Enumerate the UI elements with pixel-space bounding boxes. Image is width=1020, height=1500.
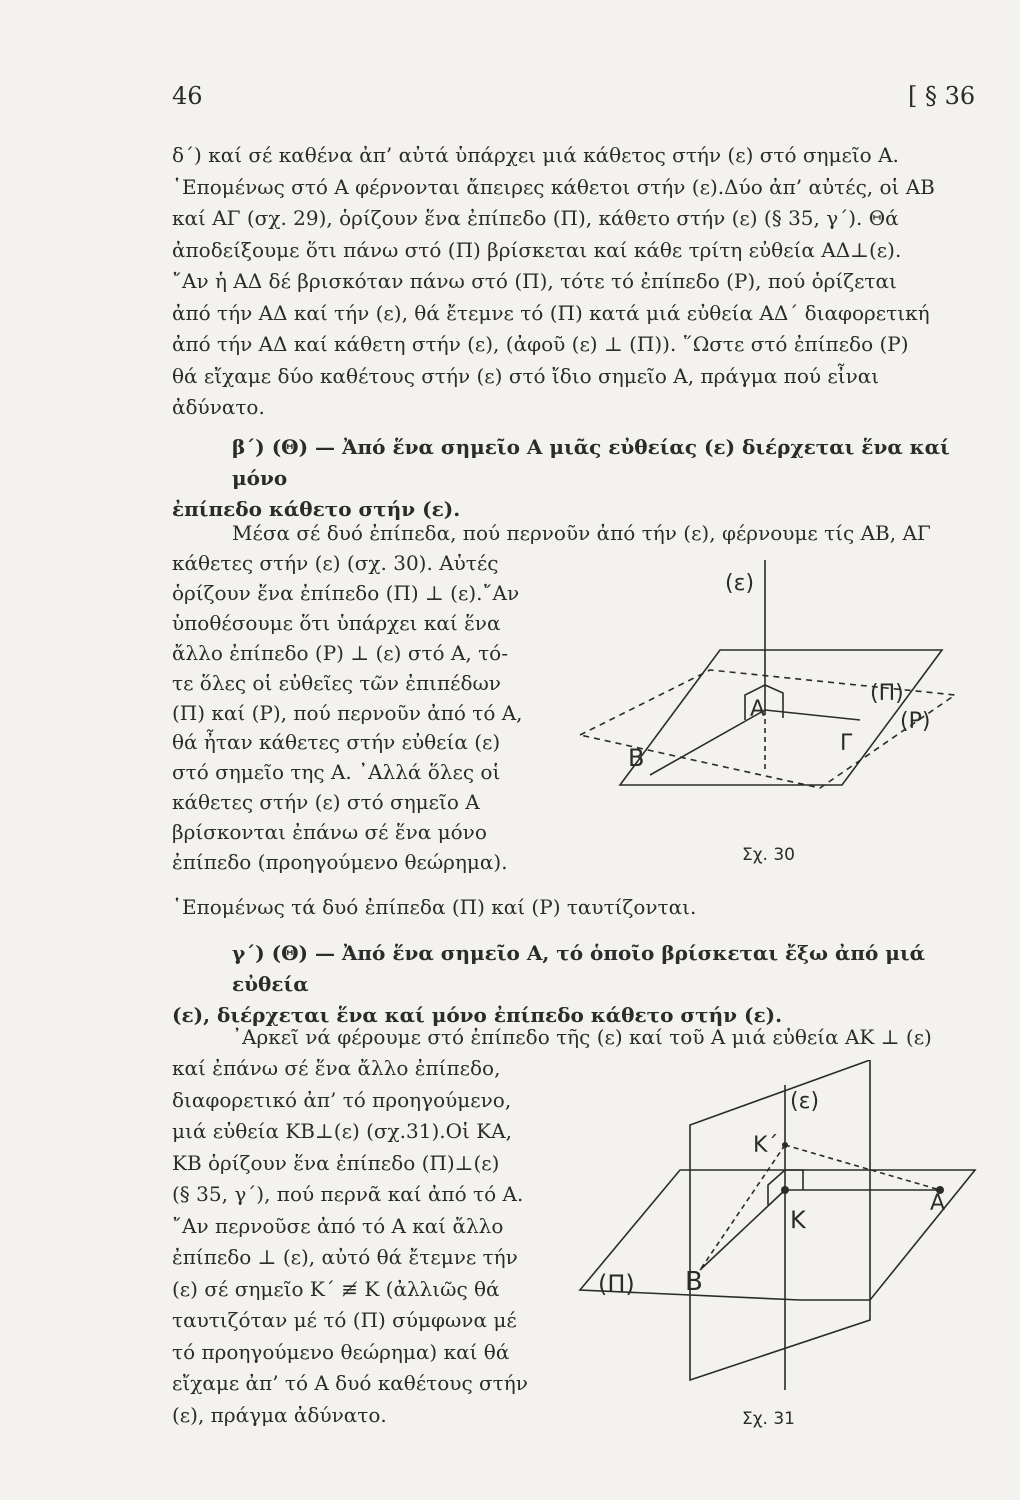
beta-line: βρίσκονται ἐπάνω σέ ἕνα μόνο: [172, 820, 487, 845]
intro-line: θά εἴχαμε δύο καθέτους στήν (ε) στό ἴδιο σημεῖο Α, πράγμα πού εἶναι: [172, 363, 880, 388]
gamma-line: ταυτιζόταν μέ τό (Π) σύμφωνα μέ: [172, 1308, 517, 1332]
fig31-label-e: (ε): [790, 1089, 820, 1114]
theorem-gamma-line: (ε), διέρχεται ἕνα καί μόνο ἐπίπεδο κάθετο στήν (ε).: [172, 1003, 783, 1027]
fig30-label-A: Α: [750, 697, 766, 722]
figure-30: [570, 560, 990, 870]
gamma-line: ῎Αν περνοῦσε ἀπό τό Α καί ἄλλο: [172, 1213, 504, 1238]
fig31-label-B: Β: [685, 1267, 703, 1297]
gamma-first-line: [172, 1022, 990, 1053]
beta-line: ἐπίπεδο (προηγούμενο θεώρημα).: [172, 850, 508, 875]
gamma-line: καί ἐπάνω σέ ἕνα ἄλλο ἐπίπεδο,: [172, 1056, 501, 1080]
beta-line: κάθετες στήν (ε) (σχ. 30). Αὐτές: [172, 551, 499, 575]
gamma-proof: [172, 1053, 602, 1431]
beta-line: κάθετες στήν (ε) στό σημεῖο Α: [172, 790, 480, 815]
fig30-label-e: (ε): [725, 571, 755, 596]
fig30-caption: Σχ. 30: [742, 845, 796, 865]
fig30-label-P: (Π): [870, 681, 904, 706]
gamma-line: εἴχαμε ἀπ’ τό Α δυό καθέτους στήν: [172, 1371, 528, 1395]
intro-line: ἀπό τήν ΑΔ καί κάθετη στήν (ε), (ἀφοῦ (ε) ⊥ (Π)). ῞Ωστε στό ἐπίπεδο (Ρ): [172, 332, 909, 356]
theorem-beta-line: ἐπίπεδο κάθετο στήν (ε).: [172, 497, 461, 521]
fig31-caption: Σχ. 31: [742, 1409, 796, 1429]
beta-last-line: [172, 892, 990, 923]
intro-line: δ΄) καί σέ καθένα ἀπ’ αὐτά ὑπάρχει μιά κάθετος στήν (ε) στό σημεῖο Α.: [172, 143, 899, 167]
page-number: 46: [172, 82, 203, 110]
beta-line: στό σημεῖο της Α. ᾿Αλλά ὅλες οἱ: [172, 760, 501, 785]
theorem-beta-line: β΄) (Θ) — Ἀπό ἕνα σημεῖο Α μιᾶς εὐθείας (ε) διέρχεται ἕνα καί μόνο: [232, 435, 950, 490]
gamma-line: διαφορετικό ἀπ’ τό προηγούμενο,: [172, 1087, 512, 1112]
fig31-label-K: Κ: [790, 1206, 806, 1234]
intro-line: ἀποδείξουμε ὅτι πάνω στό (Π) βρίσκεται καί κάθε τρίτη εὐθεία ΑΔ⊥(ε).: [172, 237, 902, 262]
beta-line: ῾Επομένως τά δυό ἐπίπεδα (Π) καί (Ρ) ταυτίζονται.: [172, 895, 697, 919]
gamma-line: (ε), πράγμα ἀδύνατο.: [172, 1402, 387, 1427]
gamma-line: μιά εὐθεία ΚΒ⊥(ε) (σχ.31).Οἱ ΚΑ,: [172, 1119, 512, 1143]
fig30-label-B: Β: [628, 744, 645, 772]
beta-line: ὁρίζουν ἕνα ἐπίπεδο (Π) ⊥ (ε).῎Αν: [172, 580, 520, 605]
intro-line: καί ΑΓ (σχ. 29), ὁρίζουν ἕνα ἐπίπεδο (Π), κάθετο στήν (ε) (§ 35, γ΄). Θά: [172, 206, 899, 230]
intro-line: ἀπό τήν ΑΔ καί τήν (ε), θά ἔτεμνε τό (Π) κατά μιά εὐθεία ΑΔ΄ διαφορετική: [172, 300, 930, 325]
gamma-line: (ε) σέ σημεῖο Κ΄ ≢ Κ (ἀλλιῶς θά: [172, 1276, 500, 1301]
gamma-line: ᾿Αρκεῖ νά φέρουμε στό ἐπίπεδο τῆς (ε) καί τοῦ Α μιά εὐθεία ΑΚ ⊥ (ε): [232, 1025, 932, 1049]
theorem-gamma: [172, 938, 990, 1031]
gamma-line: ΚΒ ὁρίζουν ἕνα ἐπίπεδο (Π)⊥(ε): [172, 1150, 500, 1175]
intro-paragraph: [172, 140, 990, 424]
intro-line: ῎Αν ἡ ΑΔ δέ βρισκόταν πάνω στό (Π), τότε τό ἐπίπεδο (Ρ), πού ὁρίζεται: [172, 269, 897, 293]
figure-31: [570, 1060, 990, 1440]
beta-line: ἄλλο ἐπίπεδο (Ρ) ⊥ (ε) στό Α, τό-: [172, 640, 508, 665]
fig31-label-A: Α: [930, 1191, 946, 1216]
beta-line: τε ὅλες οἱ εὐθεῖες τῶν ἐπιπέδων: [172, 670, 501, 695]
beta-proof: [172, 549, 560, 878]
fig30-label-G: Γ: [840, 731, 853, 756]
fig31-label-Kp: Κ΄: [753, 1133, 779, 1158]
intro-line: ἀδύνατο.: [172, 395, 265, 419]
intro-line: ῾Επομένως στό Α φέρνονται ἄπειρες κάθετοι στήν (ε).Δύο ἀπ’ αὐτές, οἱ ΑΒ: [172, 174, 935, 199]
gamma-line: τό προηγούμενο θεώρημα) καί θά: [172, 1339, 510, 1364]
gamma-line: ἐπίπεδο ⊥ (ε), αὐτό θά ἔτεμνε τήν: [172, 1245, 518, 1269]
beta-line: ὑποθέσουμε ὅτι ὑπάρχει καί ἕνα: [172, 610, 501, 635]
beta-first-line: [172, 518, 990, 549]
beta-line: Μέσα σέ δυό ἐπίπεδα, πού περνοῦν ἀπό τήν (ε), φέρνουμε τίς ΑΒ, ΑΓ: [232, 521, 931, 545]
theorem-gamma-line: γ΄) (Θ) — Ἀπό ἕνα σημεῖο Α, τό ὁποῖο βρίσκεται ἔξω ἀπό μιά εὐθεία: [232, 941, 926, 996]
beta-line: (Π) καί (Ρ), πού περνοῦν ἀπό τό Α,: [172, 700, 523, 725]
beta-line: θά ἦταν κάθετες στήν εὐθεία (ε): [172, 730, 501, 755]
fig30-label-R: (Ρ): [900, 709, 931, 734]
fig31-label-P: (Π): [598, 1270, 635, 1298]
section-marker: [ § 36: [908, 82, 976, 110]
theorem-beta: [172, 432, 990, 525]
gamma-line: (§ 35, γ΄), πού περνᾶ καί ἀπό τό Α.: [172, 1182, 524, 1206]
